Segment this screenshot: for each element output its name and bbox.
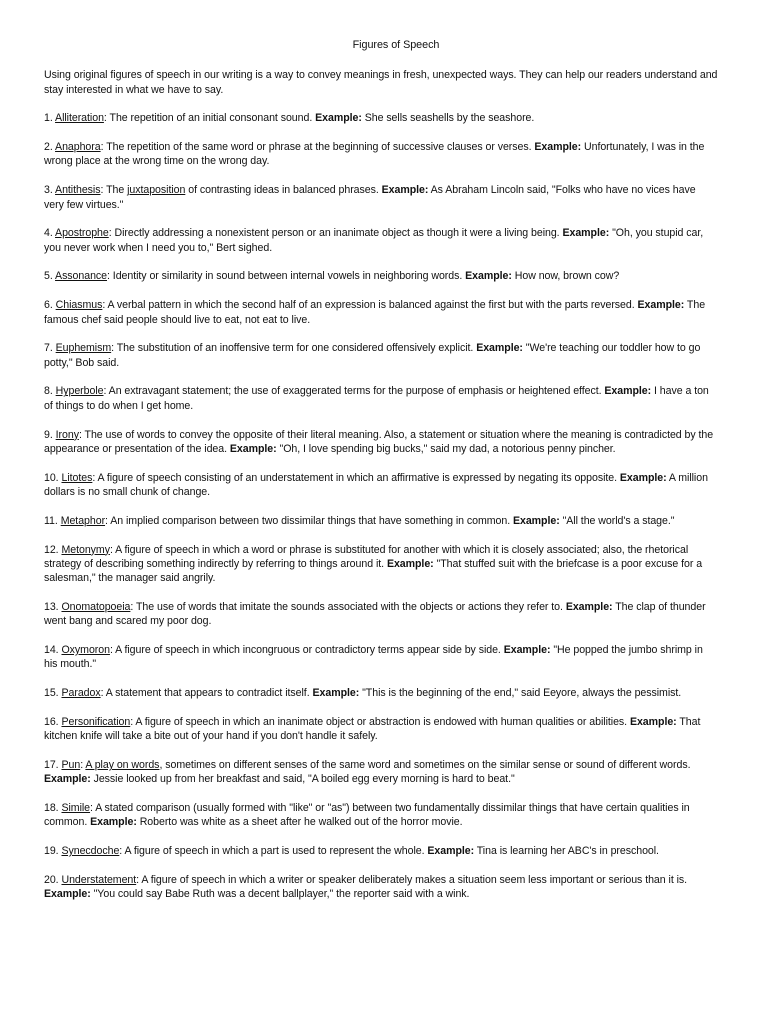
example-label: Example:: [565, 600, 613, 613]
entry-term: Personification: [61, 715, 131, 728]
entry-term-secondary: juxtaposition: [127, 184, 186, 197]
list-item: [44, 543, 718, 586]
example-label: Example:: [465, 270, 512, 283]
list-item: [44, 341, 718, 370]
entry-term: Metaphor: [60, 514, 106, 527]
entry-definition: : A verbal pattern in which the second half of an expression is balanced against the first but with the parts reversed.: [102, 299, 638, 312]
example-label: Example:: [619, 471, 667, 484]
example-label: Example:: [512, 514, 560, 527]
entry-definition: : A figure of speech in which a part is used to represent the whole.: [119, 845, 428, 858]
example-label: Example:: [386, 557, 434, 570]
example-label: Example:: [90, 816, 137, 829]
entry-term: Hyperbole: [55, 385, 104, 398]
entry-term: Chiasmus: [55, 299, 103, 312]
entry-definition: : A figure of speech consisting of an understatement in which an affirmative is expressed by negating its opposite.: [92, 471, 620, 484]
entry-term: Antithesis: [55, 184, 101, 197]
entry-term: Metonymy: [61, 543, 110, 556]
entries-list: [44, 111, 718, 901]
entry-number: 5.: [44, 270, 56, 283]
entry-example: As Abraham Lincoln said, "Folks who have no vices have very few virtues.": [44, 184, 696, 211]
entry-example: "You could say Babe Ruth was a decent ballplayer," the reporter said with a wink.: [90, 888, 470, 901]
entry-definition: : A figure of speech in which an inanimate object or abstraction is endowed with human qualities or abilities.: [130, 715, 630, 728]
entry-number: 13.: [44, 600, 62, 613]
list-item: [44, 226, 718, 255]
entry-term: Pun: [61, 759, 81, 771]
entry-definition: : A stated comparison (usually formed with "like" or "as") between two fundamentally dissimilar things that have certain qualities in common.: [44, 802, 690, 829]
list-item: [44, 715, 718, 744]
entry-definition: : The substitution of an inoffensive term for one considered offensively explicit.: [111, 342, 477, 355]
list-item: [44, 183, 718, 212]
entry-number: 14.: [44, 644, 62, 657]
entry-number: 17.: [44, 759, 62, 771]
entry-definition: : An implied comparison between two dissimilar things that have something in common.: [105, 514, 513, 527]
entry-term: Simile: [61, 802, 91, 815]
entry-number: 10.: [44, 471, 62, 484]
entry-definition: : Identity or similarity in sound between internal vowels in neighboring words.: [107, 270, 466, 283]
entry-number: 3.: [44, 184, 56, 197]
entry-example: The famous chef said people should live to eat, not eat to live.: [44, 299, 706, 326]
entry-number: 2.: [44, 141, 56, 154]
intro-paragraph: Using original figures of speech in our writing is a way to convey meanings in fresh, unexpected ways. They can help our readers understand and stay interested in what we have to say.: [44, 69, 718, 96]
entry-number: 15.: [44, 687, 62, 700]
entry-definition: : The use of words that imitate the sounds associated with the objects or actions they refer to.: [130, 600, 566, 613]
entry-example: A million dollars is no small chunk of change.: [44, 471, 708, 498]
example-label: Example:: [44, 773, 91, 786]
entry-example: Tina is learning her ABC's in preschool.: [474, 845, 659, 858]
entry-definition: : A figure of speech in which a writer or speaker deliberately makes a situation seem less important or serious than it is.: [136, 873, 688, 886]
entry-definition: : A figure of speech in which incongruous or contradictory terms appear side by side.: [109, 644, 504, 657]
example-label: Example:: [637, 299, 685, 312]
entry-term: Apostrophe: [55, 227, 109, 240]
list-item: [44, 844, 718, 858]
entry-term: Understatement: [61, 873, 137, 886]
entry-definition: , sometimes on different senses of the same word and sometimes on the similar sense or sound of different words.: [159, 759, 691, 771]
list-item: [44, 428, 718, 457]
entry-example: Roberto was white as a sheet after he walked out of the horror movie.: [136, 816, 463, 829]
entry-definition-lead: : The: [100, 184, 128, 197]
entry-number: 20.: [44, 873, 62, 886]
entry-term: Assonance: [55, 270, 108, 283]
entry-example: Unfortunately, I was in the wrong place at the wrong time on the wrong day.: [44, 141, 705, 168]
list-item: [44, 758, 718, 787]
example-label: Example:: [476, 342, 523, 355]
entry-example: "Oh, you stupid car, you never work when I need you to," Bert sighed.: [44, 227, 704, 254]
entry-example: I have a ton of things to do when I get home.: [44, 385, 709, 412]
example-label: Example:: [44, 888, 91, 901]
entry-definition: : An extravagant statement; the use of exaggerated terms for the purpose of emphasis or heightened effect.: [103, 385, 605, 398]
entry-definition: : The repetition of an initial consonant sound.: [103, 112, 316, 125]
list-item: [44, 298, 718, 327]
entry-definition-lead: :: [80, 759, 86, 771]
entry-number: 9.: [44, 428, 56, 441]
example-label: Example:: [503, 644, 551, 657]
entry-example: Jessie looked up from her breakfast and said, "A boiled egg every morning is hard to beat.": [90, 773, 515, 786]
list-item: [44, 873, 718, 902]
entry-number: 7.: [44, 342, 56, 355]
entry-term-secondary: A play on words: [85, 759, 160, 771]
example-label: Example:: [381, 184, 429, 197]
list-item: [44, 686, 718, 700]
list-item: [44, 384, 718, 413]
entry-example: She sells seashells by the seashore.: [361, 112, 535, 125]
entry-definition: of contrasting ideas in balanced phrases.: [185, 184, 382, 197]
entry-number: 6.: [44, 299, 56, 312]
entry-term: Oxymoron: [61, 644, 110, 657]
list-item: [44, 801, 718, 830]
example-label: Example:: [629, 715, 677, 728]
page-title: Figures of Speech: [352, 39, 440, 51]
entry-definition: : The repetition of the same word or phrase at the beginning of successive clauses or verses.: [100, 141, 535, 154]
entry-example: "He popped the jumbo shrimp in his mouth.": [44, 644, 703, 671]
entry-example: The clap of thunder went bang and scared my poor dog.: [44, 600, 706, 628]
entry-example: "This is the beginning of the end," said Eeyore, always the pessimist.: [359, 687, 682, 700]
entry-definition: : A figure of speech in which a word or phrase is substituted for another with which it is closely associated; also, the rhetorical strategy of describing something indirectly by referring to things around it.: [44, 543, 689, 570]
entry-number: 18.: [44, 802, 62, 815]
entry-number: 1.: [44, 112, 56, 125]
entry-term: Euphemism: [55, 342, 112, 355]
list-item: [44, 269, 718, 283]
entry-definition: : A statement that appears to contradict itself.: [100, 687, 313, 700]
list-item: [44, 514, 718, 528]
entry-number: 8.: [44, 385, 56, 398]
entry-example: "All the world's a stage.": [559, 514, 675, 527]
entry-number: 4.: [44, 227, 56, 240]
entry-example: That kitchen knife will take a bite out of your hand if you don't handle it safely.: [44, 715, 701, 743]
entry-number: 11.: [44, 514, 61, 527]
entry-definition: : Directly addressing a nonexistent person or an inanimate object as though it were a living being.: [108, 227, 563, 240]
list-item: [44, 140, 718, 169]
example-label: Example:: [427, 845, 475, 858]
entry-example: "Oh, I love spending big bucks," said my dad, a notorious penny pincher.: [276, 442, 616, 455]
entry-definition: : The use of words to convey the opposite of their literal meaning. Also, a statement or situation where the meaning is contradicted by the appearance or presentation of the idea.: [44, 428, 714, 455]
entry-term: Irony: [55, 428, 79, 441]
list-item: [44, 643, 718, 672]
list-item: [44, 111, 718, 125]
example-label: Example:: [315, 112, 362, 125]
entry-term: Paradox: [61, 687, 101, 700]
entry-term: Litotes: [61, 471, 93, 484]
list-item: [44, 600, 718, 629]
example-label: Example:: [534, 141, 582, 154]
example-label: Example:: [562, 227, 610, 240]
entry-number: 12.: [44, 543, 62, 556]
example-label: Example:: [229, 442, 277, 455]
list-item: [44, 471, 718, 500]
entry-term: Alliteration: [55, 112, 104, 125]
entry-example: "We're teaching our toddler how to go potty," Bob said.: [44, 342, 701, 369]
example-label: Example:: [312, 687, 360, 700]
entry-example: How now, brown cow?: [511, 270, 620, 283]
entry-number: 19.: [44, 845, 62, 858]
entry-term: Synecdoche: [61, 845, 120, 858]
entry-term: Anaphora: [55, 141, 101, 154]
entry-term: Onomatopoeia: [61, 600, 131, 613]
entry-number: 16.: [44, 715, 62, 728]
example-label: Example:: [604, 385, 652, 398]
entry-example: "That stuffed suit with the briefcase is a poor excuse for a salesman," the manager said angrily.: [44, 557, 703, 585]
